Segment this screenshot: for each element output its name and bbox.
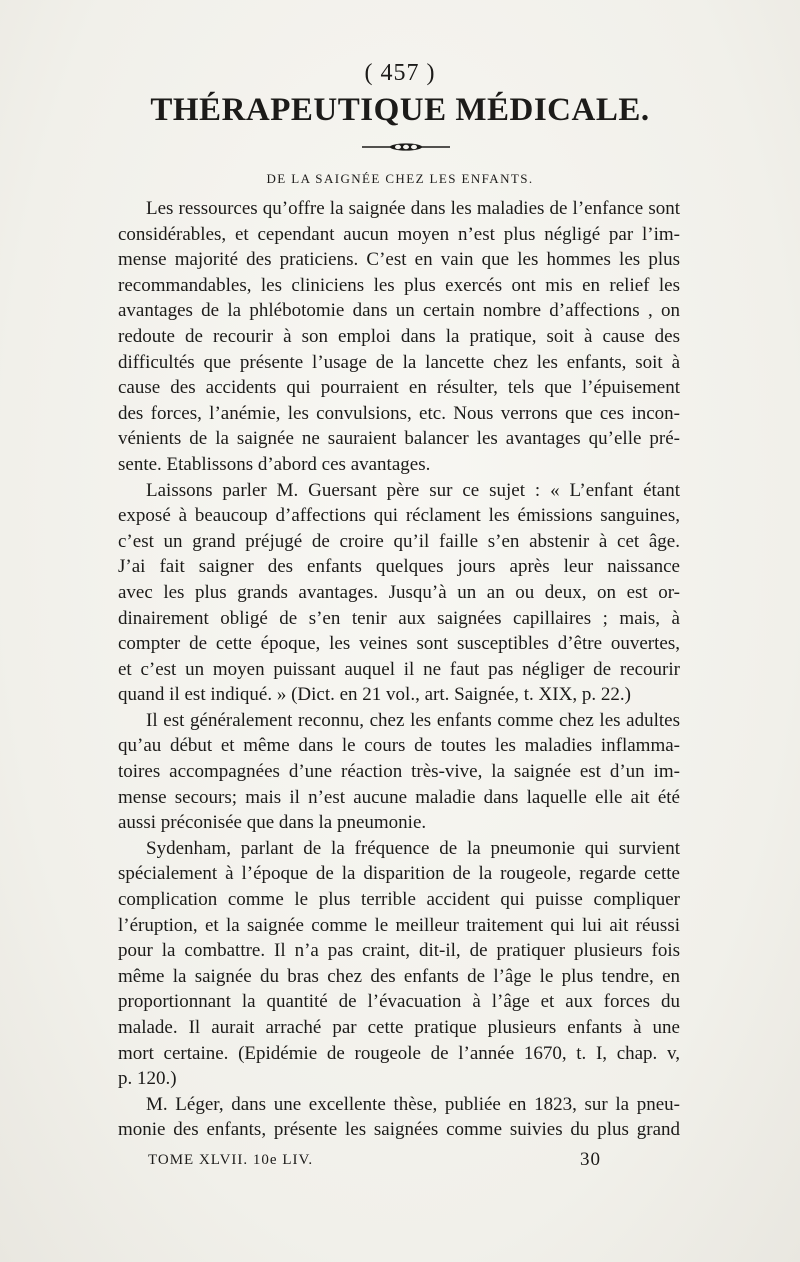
- body-text: [118, 196, 680, 1143]
- text-line: Laissons parler M. Guersant père sur ce sujet : « L’enfant étant: [146, 479, 680, 501]
- text-line: malade. Il aurait arraché par cette pratique plusieurs enfants à une: [118, 1017, 680, 1038]
- text-line: qu’au début et même dans le cours de toutes les maladies inflamma-: [118, 735, 680, 757]
- text-line: spécialement à l’époque de la disparition de la rougeole, regarde cette: [118, 863, 680, 885]
- text-line: exposé à beaucoup d’affections qui réclament les émissions sanguines,: [118, 505, 680, 527]
- section-title: THÉRAPEUTIQUE MÉDICALE.: [150, 92, 650, 128]
- text-line: des forces, l’anémie, les convulsions, etc. Nous verrons que ces incon-: [118, 402, 680, 424]
- text-line: redoute de recourir à son emploi dans la pratique, soit à cause des: [118, 325, 680, 347]
- text-line: mense majorité des praticiens. C’est en vain que les hommes les plus: [118, 249, 680, 271]
- text-line: M. Léger, dans une excellente thèse, publiée en 1823, sur la pneu-: [146, 1093, 680, 1115]
- text-line: c’est un grand préjugé de croire qu’il faille s’en abstenir à cet âge.: [118, 530, 680, 552]
- text-line: cause des accidents qui pourraient en résulter, tels que l’épuisement: [118, 377, 680, 399]
- folio-number: 30: [580, 1149, 601, 1170]
- text-line: mort certaine. (Epidémie de rougeole de l’année 1670, t. I, chap. v,: [118, 1042, 680, 1064]
- page-number: ( 457 ): [364, 60, 436, 86]
- text-line: p. 120.): [118, 1068, 177, 1090]
- text-line: recommandables, les cliniciens les plus exercés ont mis en relief les: [118, 274, 680, 296]
- text-line: considérables, et cependant aucun moyen n’est plus négligé par l’im-: [118, 223, 680, 245]
- text-line: avec les plus grands avantages. Jusqu’à un an ou deux, on est or-: [118, 581, 680, 603]
- text-line: aussi préconisée que dans la pneumonie.: [118, 812, 427, 834]
- text-line: l’éruption, et la saignée comme le meilleur traitement qui lui ait réussi: [118, 914, 680, 936]
- text-line: pour la combattre. Il n’a pas craint, dit-il, de pratiquer plusieurs fois: [118, 940, 680, 962]
- text-line: avantages de la phlébotomie dans un certain nombre d’affections , on: [118, 300, 680, 322]
- text-line: vénients de la saignée ne sauraient balancer les avantages qu’elle pré-: [118, 428, 680, 450]
- text-line: monie des enfants, présente les saignées comme suivies du plus grand: [118, 1119, 680, 1141]
- text-line: toires accompagnées d’une réaction très-vive, la saignée est d’un im-: [118, 761, 680, 783]
- text-line: mense secours; mais il n’est aucune maladie dans laquelle elle ait été: [118, 786, 680, 808]
- text-line: même la saignée du bras chez des enfants de l’âge le plus tendre, en: [118, 965, 680, 987]
- text-line: sente. Etablissons d’abord ces avantages.: [118, 453, 431, 475]
- text-line: Sydenham, parlant de la fréquence de la pneumonie qui survient: [146, 837, 680, 859]
- text-line: et c’est un moyen puissant auquel il ne faut pas négliger de recourir: [118, 658, 680, 680]
- text-line: J’ai fait saigner des enfants quelques jours après leur naissance: [118, 556, 680, 578]
- text-line: Les ressources qu’offre la saignée dans les maladies de l’enfance sont: [146, 198, 680, 219]
- text-line: difficultés que présente l’usage de la lancette chez les enfants, soit à: [118, 351, 680, 373]
- ornament-rule-icon: [360, 142, 452, 152]
- text-line: complication comme le plus terrible accident qui puisse compliquer: [118, 889, 680, 911]
- text-line: quand il est indiqué. » (Dict. en 21 vol., art. Saignée, t. XIX, p. 22.): [118, 684, 631, 706]
- text-line: compter de cette époque, les veines sont susceptibles d’être ouvertes,: [118, 633, 680, 655]
- article-title: DE LA SAIGNÉE CHEZ LES ENFANTS.: [266, 171, 534, 186]
- text-line: dinairement obligé de s’en tenir aux saignées capillaires ; mais, à: [118, 607, 680, 629]
- text-line: Il est généralement reconnu, chez les enfants comme chez les adultes: [146, 709, 680, 731]
- text-line: proportionnant la quantité de l’évacuation à l’âge et aux forces du: [118, 991, 680, 1013]
- signature-mark: TOME XLVII. 10e LIV.: [148, 1152, 314, 1168]
